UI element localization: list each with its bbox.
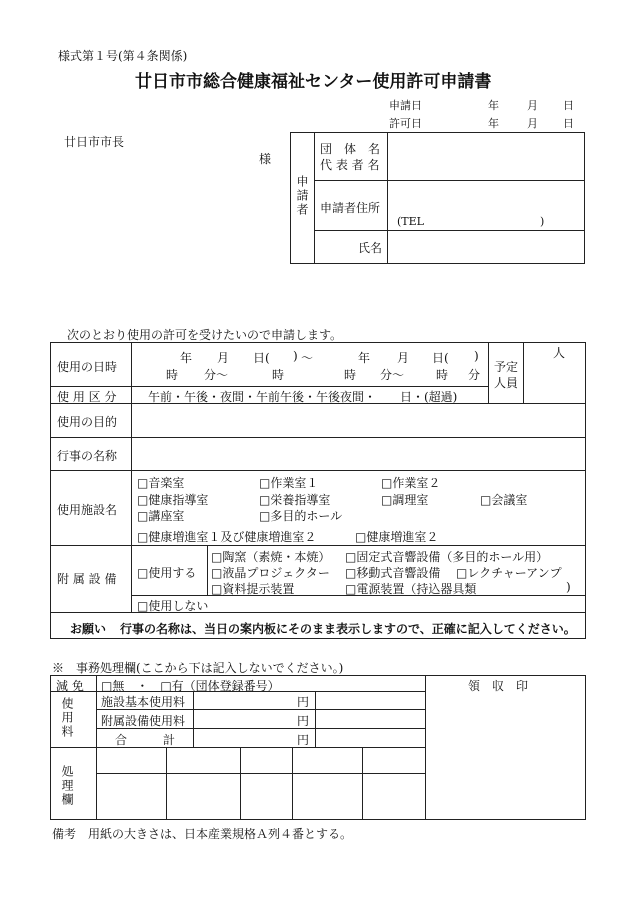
processing-label: 処理欄 [60, 765, 74, 807]
facility-label: 使用施設名 [57, 503, 118, 517]
end-minute: 分 [468, 368, 481, 382]
equipment-mobile-sound[interactable]: □移動式音響設備 [345, 566, 441, 580]
end-day-close: ) [474, 349, 479, 363]
notice-head: お願い [70, 622, 107, 636]
tel-label: (TEL [397, 215, 424, 228]
equipment-use-no[interactable]: □使用しない [137, 599, 209, 613]
end-hour-2: 時 [344, 368, 357, 382]
equipment-power-supply[interactable]: □電源装置（持込器具類 [345, 582, 477, 596]
end-minute-tilde: 分～ [380, 368, 405, 382]
facility-meeting-room[interactable]: □会議室 [480, 493, 528, 507]
equipment-use-yes[interactable]: □使用する [137, 566, 197, 580]
end-hour-3: 時 [436, 368, 449, 382]
equipment-document-camera[interactable]: □資料提示装置 [211, 582, 295, 596]
facility-fitness-2[interactable]: □健康増進室２ [355, 530, 439, 544]
permission-month: 月 [527, 117, 538, 130]
tel-close: ) [540, 215, 545, 228]
purpose-label: 使用の目的 [57, 415, 118, 429]
facility-fitness-1-and-2[interactable]: □健康増進室１及び健康増進室２ [137, 530, 317, 544]
page-title: 廿日市市総合健康福祉センター使用許可申請書 [135, 72, 492, 92]
yen-2: 円 [297, 714, 310, 728]
remarks: 備考 用紙の大きさは、日本産業規格Ａ列４番とする。 [52, 827, 353, 841]
equipment-projector[interactable]: □液晶プロジェクター [211, 566, 330, 580]
application-year: 年 [488, 99, 499, 112]
application-date-label: 申請日 [389, 99, 422, 112]
end-day: 日( [432, 351, 449, 365]
facility-multipurpose-hall[interactable]: □多目的ホール [259, 509, 343, 523]
notice-body: 行事の名称は、当日の案内板にそのまま表示しますので、正確に記入してください。 [120, 622, 576, 636]
end-year: 年 [358, 351, 371, 365]
equipment-label: 附 属 設 備 [57, 572, 117, 586]
exemption-options[interactable]: □無 ・ □有（団体登録番号） [101, 679, 280, 693]
expected-label-2: 人員 [494, 376, 519, 390]
exemption-label: 減 免 [56, 679, 84, 693]
form-number: 様式第１号(第４条関係) [58, 49, 188, 63]
usage-class-label: 使 用 区 分 [57, 390, 117, 404]
receipt-stamp-label: 領 収 印 [468, 679, 529, 693]
fee-facility-basic: 施設基本使用料 [101, 695, 186, 709]
start-hour: 時 [166, 368, 179, 382]
address-label: 申請者住所 [320, 201, 381, 215]
usage-class-options: 午前・午後・夜間・午前午後・午後夜間・ 日・(超過) [148, 390, 458, 404]
yen-3: 円 [297, 733, 310, 747]
representative-label: 代 表 者 名 [320, 158, 380, 172]
facility-health-guidance[interactable]: □健康指導室 [137, 493, 209, 507]
office-header: ※ 事務処理欄(ここから下は記入しないでください。) [52, 661, 344, 675]
permission-day: 日 [563, 117, 574, 130]
org-name-label: 団 体 名 [320, 142, 381, 156]
facility-music-room[interactable]: □音楽室 [137, 476, 185, 490]
facility-cooking-room[interactable]: □調理室 [381, 493, 429, 507]
date-tilde: ～ [301, 351, 314, 365]
start-day: 日( [253, 351, 270, 365]
start-year: 年 [180, 351, 193, 365]
start-month: 月 [217, 351, 230, 365]
start-minute: 分～ [204, 368, 229, 382]
addressee: 廿日市市長 [64, 135, 125, 149]
application-month: 月 [527, 99, 538, 112]
permission-date-label: 許可日 [389, 117, 422, 130]
honorific: 様 [259, 152, 272, 166]
fee-total: 合 計 [115, 733, 176, 747]
fee-equipment: 附属設備使用料 [101, 714, 186, 728]
end-month: 月 [397, 351, 410, 365]
expected-label-1: 予定 [494, 360, 519, 374]
end-hour-1: 時 [272, 368, 285, 382]
equipment-lecture-amp[interactable]: □レクチャーアンプ [456, 566, 562, 580]
facility-lecture-room[interactable]: □講座室 [137, 509, 185, 523]
name-label: 氏名 [358, 241, 383, 255]
facility-nutrition-guidance[interactable]: □栄養指導室 [259, 493, 331, 507]
application-day: 日 [563, 99, 574, 112]
equipment-kiln[interactable]: □陶窯（素焼・本焼） [211, 550, 331, 564]
equipment-fixed-sound[interactable]: □固定式音響設備（多目的ホール用） [345, 550, 549, 564]
permission-year: 年 [488, 117, 499, 130]
start-day-close: ) [293, 349, 298, 363]
persons-unit: 人 [553, 346, 566, 360]
equipment-power-close: ) [566, 580, 571, 594]
event-name-label: 行事の名称 [57, 449, 118, 463]
yen-1: 円 [297, 695, 310, 709]
applicant-section-label: 申請者 [295, 175, 309, 217]
intro-text: 次のとおり使用の許可を受けたいので申請します。 [67, 328, 343, 342]
fee-label: 使用料 [60, 697, 74, 739]
facility-workroom-2[interactable]: □作業室２ [381, 476, 441, 490]
facility-workroom-1[interactable]: □作業室１ [259, 476, 319, 490]
usage-datetime-label: 使用の日時 [57, 360, 118, 374]
